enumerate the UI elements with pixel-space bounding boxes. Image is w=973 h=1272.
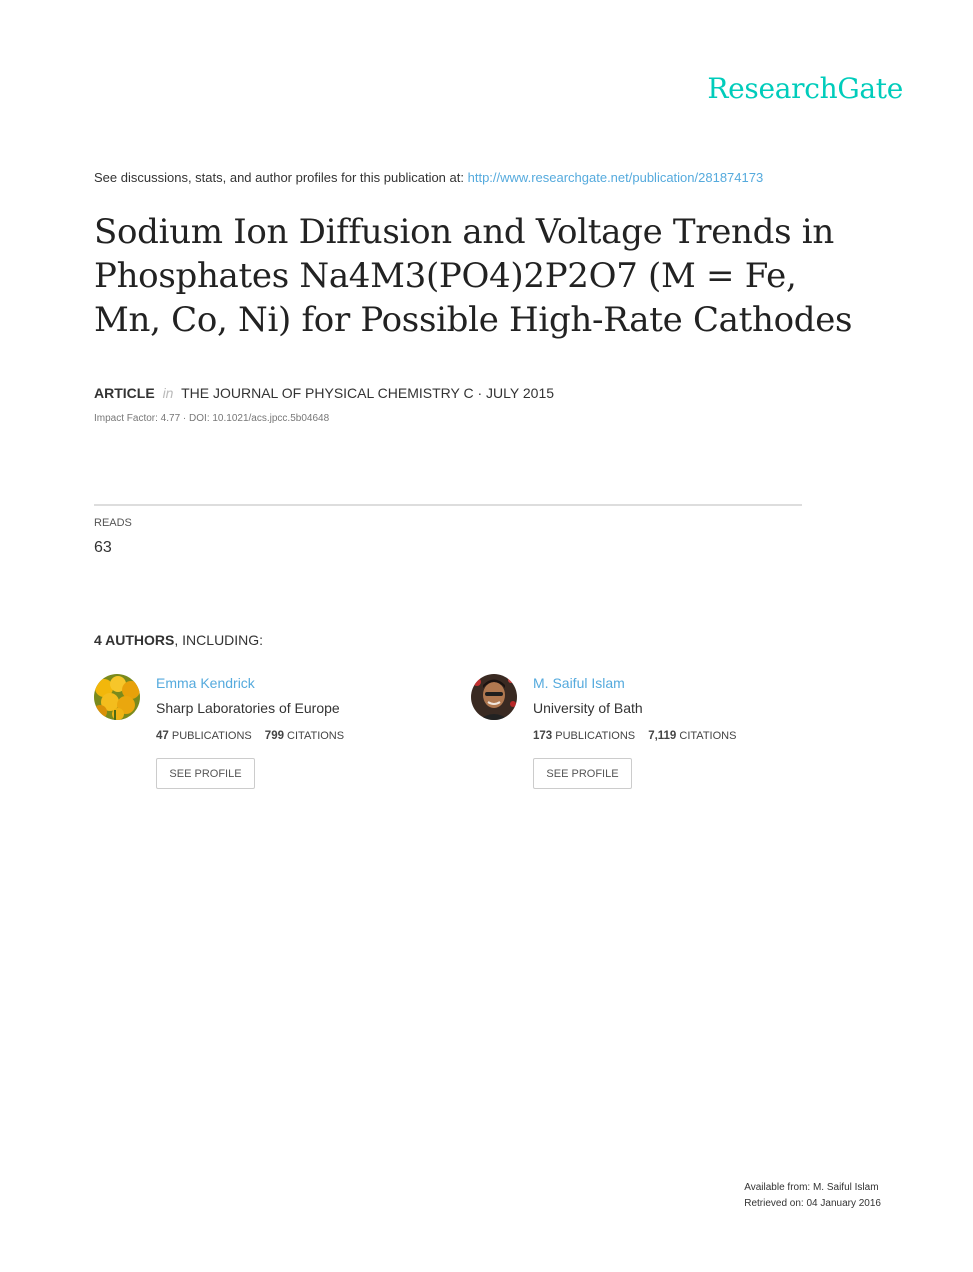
author-name-link[interactable]: Emma Kendrick bbox=[156, 675, 255, 691]
citations-label: CITATIONS bbox=[287, 730, 345, 742]
see-profile-button[interactable]: SEE PROFILE bbox=[156, 758, 255, 789]
author-institution: Sharp Laboratories of Europe bbox=[156, 700, 340, 716]
author-stats bbox=[156, 730, 344, 742]
publications-count: 173 bbox=[533, 730, 553, 742]
avatar-tulips-icon[interactable] bbox=[94, 674, 140, 720]
publications-label: PUBLICATIONS bbox=[171, 730, 252, 742]
impact-doi: Impact Factor: 4.77 · DOI: 10.1021/acs.jpcc.5b04648 bbox=[94, 413, 330, 424]
publications-label: PUBLICATIONS bbox=[555, 730, 636, 742]
citations-count: 799 bbox=[264, 730, 284, 742]
authors-suffix: , INCLUDING: bbox=[174, 632, 264, 648]
see-profile-button[interactable]: SEE PROFILE bbox=[533, 758, 632, 789]
author-card-emma-kendrick bbox=[94, 672, 424, 797]
author-stats bbox=[533, 730, 736, 742]
publications-count: 47 bbox=[156, 730, 169, 742]
see-discussions-text: See discussions, stats, and author profiles for this publication at: bbox=[94, 170, 464, 185]
article-meta bbox=[94, 385, 554, 401]
section-divider bbox=[94, 504, 802, 506]
author-institution: University of Bath bbox=[533, 700, 643, 716]
avatar-person-icon[interactable] bbox=[471, 674, 517, 720]
researchgate-logo[interactable]: ResearchGate bbox=[707, 72, 903, 105]
publication-source-line bbox=[94, 170, 763, 185]
reads-label: READS bbox=[94, 517, 132, 529]
author-card-saiful-islam bbox=[471, 672, 801, 797]
in-word: in bbox=[162, 385, 174, 401]
article-type: ARTICLE bbox=[94, 385, 155, 401]
available-from: Available from: M. Saiful Islam bbox=[744, 1182, 879, 1193]
retrieved-on: Retrieved on: 04 January 2016 bbox=[744, 1198, 881, 1209]
citations-label: CITATIONS bbox=[679, 730, 737, 742]
authors-heading bbox=[94, 632, 263, 648]
reads-count: 63 bbox=[94, 539, 112, 556]
publication-url-link[interactable]: http://www.researchgate.net/publication/281874173 bbox=[467, 170, 764, 185]
journal-date: THE JOURNAL OF PHYSICAL CHEMISTRY C · JULY 2015 bbox=[181, 385, 555, 401]
footer-info bbox=[744, 1180, 881, 1212]
citations-count: 7,119 bbox=[648, 730, 677, 742]
author-name-link[interactable]: M. Saiful Islam bbox=[533, 675, 625, 691]
article-title: Sodium Ion Diffusion and Voltage Trends in Phosphates Na4M3(PO4)2P2O7 (M = Fe, Mn, Co, Ni) for Possible High-Rate Cathodes bbox=[94, 212, 853, 340]
authors-count: 4 AUTHORS bbox=[94, 632, 175, 648]
